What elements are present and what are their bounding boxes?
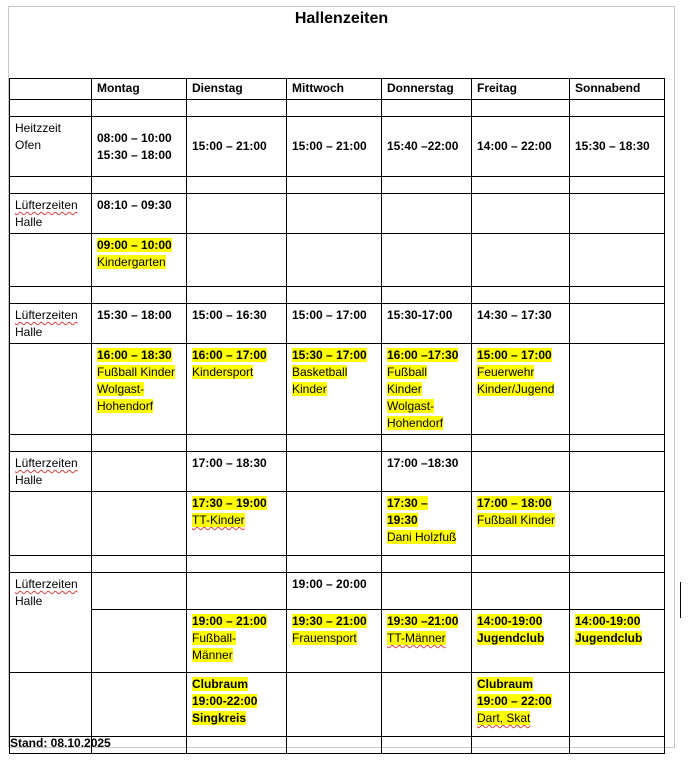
empty-cell — [187, 100, 287, 117]
block4-label-line2: Halle — [15, 594, 43, 608]
empty-cell — [382, 435, 472, 452]
empty-cell — [287, 556, 382, 573]
empty-cell — [187, 194, 287, 234]
empty-cell — [10, 492, 92, 556]
event-time: 16:00 –17:30 — [387, 348, 459, 362]
empty-cell — [92, 673, 187, 737]
block2-time-row — [10, 304, 665, 344]
header-mittwoch: Mittwoch — [287, 79, 382, 100]
empty-cell — [92, 492, 187, 556]
heizzeit-donnerstag: 15:40 –22:00 — [382, 117, 472, 177]
event-name: Fußball Kinder — [477, 513, 556, 527]
heizzeit-row — [10, 117, 665, 177]
block2-freitag-time: 14:30 – 17:30 — [472, 304, 570, 344]
event-name: Feuerwehr — [477, 365, 535, 379]
empty-cell — [570, 194, 665, 234]
event-time: 14:00-19:00 — [477, 614, 543, 628]
spacer-row — [10, 435, 665, 452]
block3-event-row — [10, 492, 665, 556]
block3-dienstag-event — [187, 492, 287, 556]
event-name: TT-Kinder — [192, 513, 245, 527]
event-name: Frauensport — [292, 631, 357, 645]
heizzeit-label — [10, 117, 92, 177]
block3-label-line2: Halle — [15, 473, 43, 487]
event-time: 17:30 – 19:00 — [192, 496, 267, 510]
heizzeit-label-line2: Ofen — [15, 138, 42, 152]
empty-cell — [92, 610, 187, 673]
block4-mittwoch-event — [287, 610, 382, 673]
event-name: Dani Holzfuß — [387, 530, 457, 544]
header-freitag: Freitag — [472, 79, 570, 100]
block2-mittwoch-event — [287, 344, 382, 435]
empty-cell — [472, 234, 570, 287]
block1-montag-event — [92, 234, 187, 287]
event-name: Fußball Kinder — [97, 365, 176, 379]
empty-cell — [10, 287, 92, 304]
header-donnerstag: Donnerstag — [382, 79, 472, 100]
empty-cell — [472, 452, 570, 492]
heizzeit-label-line1: Heitzzeit — [15, 121, 62, 135]
block2-mittwoch-time: 15:00 – 17:00 — [287, 304, 382, 344]
block1-event-row — [10, 234, 665, 287]
empty-cell — [287, 673, 382, 737]
block4-clubraum-row — [10, 673, 665, 737]
schedule-table — [9, 78, 665, 754]
empty-cell — [10, 435, 92, 452]
empty-cell — [472, 435, 570, 452]
page-title: Hallenzeiten — [294, 10, 389, 27]
empty-cell — [570, 452, 665, 492]
block1-time-row — [10, 194, 665, 234]
empty-cell — [187, 177, 287, 194]
block2-montag-time: 15:30 – 18:00 — [92, 304, 187, 344]
spacer-row — [10, 287, 665, 304]
empty-cell — [187, 737, 287, 754]
empty-cell — [570, 287, 665, 304]
empty-cell — [472, 100, 570, 117]
empty-cell — [187, 234, 287, 287]
empty-cell — [570, 673, 665, 737]
event-name: Fußball- — [192, 631, 237, 645]
empty-cell — [382, 287, 472, 304]
event-name: Wolgast- — [387, 399, 435, 413]
event-time: 19:30 — [387, 513, 418, 527]
empty-cell — [92, 287, 187, 304]
block2-label — [10, 304, 92, 344]
block4-donnerstag-event — [382, 610, 472, 673]
header-sonnabend: Sonnabend — [570, 79, 665, 100]
block4-label — [10, 573, 92, 673]
spacer-row — [10, 556, 665, 573]
event-name: Basketball — [292, 365, 348, 379]
text-cursor-mark — [680, 582, 681, 618]
block3-dienstag-time: 17:00 – 18:30 — [187, 452, 287, 492]
empty-cell — [570, 344, 665, 435]
clubraum-title: Clubraum — [192, 677, 249, 691]
block3-label — [10, 452, 92, 492]
block2-event-row — [10, 344, 665, 435]
event-time: 14:00-19:00 — [575, 614, 641, 628]
event-name: Jugendclub — [477, 631, 545, 645]
event-time: 15:00 – 17:00 — [477, 348, 552, 362]
event-time: 16:00 – 18:30 — [97, 348, 172, 362]
event-name: Hohendorf — [387, 416, 444, 430]
event-name: Kindersport — [192, 365, 254, 379]
empty-cell — [187, 435, 287, 452]
empty-cell — [382, 556, 472, 573]
empty-cell — [382, 194, 472, 234]
empty-cell — [10, 100, 92, 117]
block3-donnerstag-time: 17:00 –18:30 — [382, 452, 472, 492]
header-montag: Montag — [92, 79, 187, 100]
empty-cell — [287, 177, 382, 194]
spacer-row — [10, 177, 665, 194]
event-name: Kinder — [387, 382, 422, 396]
empty-cell — [570, 177, 665, 194]
event-name: Kinder/Jugend — [477, 382, 555, 396]
block4-dienstag-clubraum — [187, 673, 287, 737]
event-time: 17:00 – 18:00 — [477, 496, 552, 510]
empty-cell — [570, 100, 665, 117]
block1-label-line2: Halle — [15, 215, 43, 229]
event-time: 19:30 – 21:00 — [292, 614, 367, 628]
event-time: 15:30 – 17:00 — [292, 348, 367, 362]
block4-dienstag-event — [187, 610, 287, 673]
heizzeit-montag-time2: 15:30 – 18:00 — [97, 147, 172, 162]
empty-cell — [472, 573, 570, 610]
block3-donnerstag-event — [382, 492, 472, 556]
block4-freitag-event — [472, 610, 570, 673]
empty-cell — [10, 673, 92, 737]
empty-cell — [187, 573, 287, 610]
empty-cell — [472, 287, 570, 304]
header-row — [10, 79, 665, 100]
empty-cell — [92, 435, 187, 452]
empty-cell — [382, 673, 472, 737]
empty-cell — [92, 452, 187, 492]
block2-montag-event — [92, 344, 187, 435]
empty-cell — [92, 556, 187, 573]
empty-cell — [472, 177, 570, 194]
event-name: Jugendclub — [575, 631, 643, 645]
block3-label-line1: Lüfterzeiten — [15, 456, 78, 470]
empty-cell — [570, 492, 665, 556]
block4-mittwoch-time: 19:00 – 20:00 — [287, 573, 382, 610]
empty-cell — [287, 435, 382, 452]
empty-cell — [382, 234, 472, 287]
event-name: Kinder — [292, 382, 327, 396]
empty-cell — [570, 573, 665, 610]
empty-cell — [472, 737, 570, 754]
event-time: 09:00 – 10:00 — [97, 238, 172, 252]
block2-donnerstag-time: 15:30-17:00 — [382, 304, 472, 344]
block4-freitag-clubraum — [472, 673, 570, 737]
event-time: 16:00 – 17:00 — [192, 348, 267, 362]
event-name: Dart, Skat — [477, 711, 531, 725]
block1-montag-time: 08:10 – 09:30 — [92, 194, 187, 234]
block2-dienstag-event — [187, 344, 287, 435]
empty-cell — [187, 556, 287, 573]
event-name: TT-Männer — [387, 631, 446, 645]
empty-cell — [287, 452, 382, 492]
block2-dienstag-time: 15:00 – 16:30 — [187, 304, 287, 344]
empty-cell — [92, 177, 187, 194]
empty-cell — [287, 492, 382, 556]
clubraum-title: Clubraum — [477, 677, 534, 691]
block4-sonnabend-event — [570, 610, 665, 673]
empty-cell — [92, 573, 187, 610]
event-time: 19:00 – 21:00 — [192, 614, 267, 628]
block4-event-row — [10, 610, 665, 673]
event-time: 19:30 –21:00 — [387, 614, 459, 628]
heizzeit-montag-time1: 08:00 – 10:00 — [97, 130, 172, 145]
block3-time-row — [10, 452, 665, 492]
event-time: 17:30 – — [387, 496, 428, 510]
block1-label — [10, 194, 92, 234]
event-name: Hohendorf — [97, 399, 154, 413]
spacer-row — [10, 100, 665, 117]
empty-cell — [570, 234, 665, 287]
empty-cell — [187, 287, 287, 304]
event-name: Wolgast- — [97, 382, 145, 396]
block2-donnerstag-event — [382, 344, 472, 435]
empty-cell — [10, 556, 92, 573]
event-name: Fußball — [387, 365, 428, 379]
empty-cell — [10, 344, 92, 435]
empty-cell — [472, 556, 570, 573]
empty-cell — [570, 435, 665, 452]
block3-freitag-event — [472, 492, 570, 556]
event-name: Singkreis — [192, 711, 247, 725]
block4-time-row — [10, 573, 665, 610]
empty-cell — [382, 573, 472, 610]
header-dienstag: Dienstag — [187, 79, 287, 100]
block1-label-line1: Lüfterzeiten — [15, 198, 78, 212]
heizzeit-dienstag: 15:00 – 21:00 — [187, 117, 287, 177]
empty-cell — [570, 556, 665, 573]
block2-freitag-event — [472, 344, 570, 435]
heizzeit-sonnabend: 15:30 – 18:30 — [570, 117, 665, 177]
event-name: Männer — [192, 648, 233, 662]
empty-cell — [570, 737, 665, 754]
empty-cell — [287, 100, 382, 117]
empty-cell — [472, 194, 570, 234]
heizzeit-freitag: 14:00 – 22:00 — [472, 117, 570, 177]
empty-cell — [287, 287, 382, 304]
stand-date: Stand: 08.10.2025 — [10, 736, 111, 750]
block2-label-line1: Lüfterzeiten — [15, 308, 78, 322]
header-corner — [10, 79, 92, 100]
empty-cell — [287, 234, 382, 287]
heizzeit-montag — [92, 117, 187, 177]
empty-cell — [10, 177, 92, 194]
event-time: 19:00 – 22:00 — [477, 694, 552, 708]
empty-cell — [570, 304, 665, 344]
block4-label-line1: Lüfterzeiten — [15, 577, 78, 591]
empty-cell — [10, 234, 92, 287]
heizzeit-mittwoch: 15:00 – 21:00 — [287, 117, 382, 177]
empty-cell — [382, 737, 472, 754]
empty-cell — [382, 177, 472, 194]
event-name: Kindergarten — [97, 255, 166, 269]
block2-label-line2: Halle — [15, 325, 43, 339]
event-time: 19:00-22:00 — [192, 694, 258, 708]
empty-cell — [287, 194, 382, 234]
empty-cell — [382, 100, 472, 117]
empty-cell — [287, 737, 382, 754]
empty-cell — [92, 100, 187, 117]
